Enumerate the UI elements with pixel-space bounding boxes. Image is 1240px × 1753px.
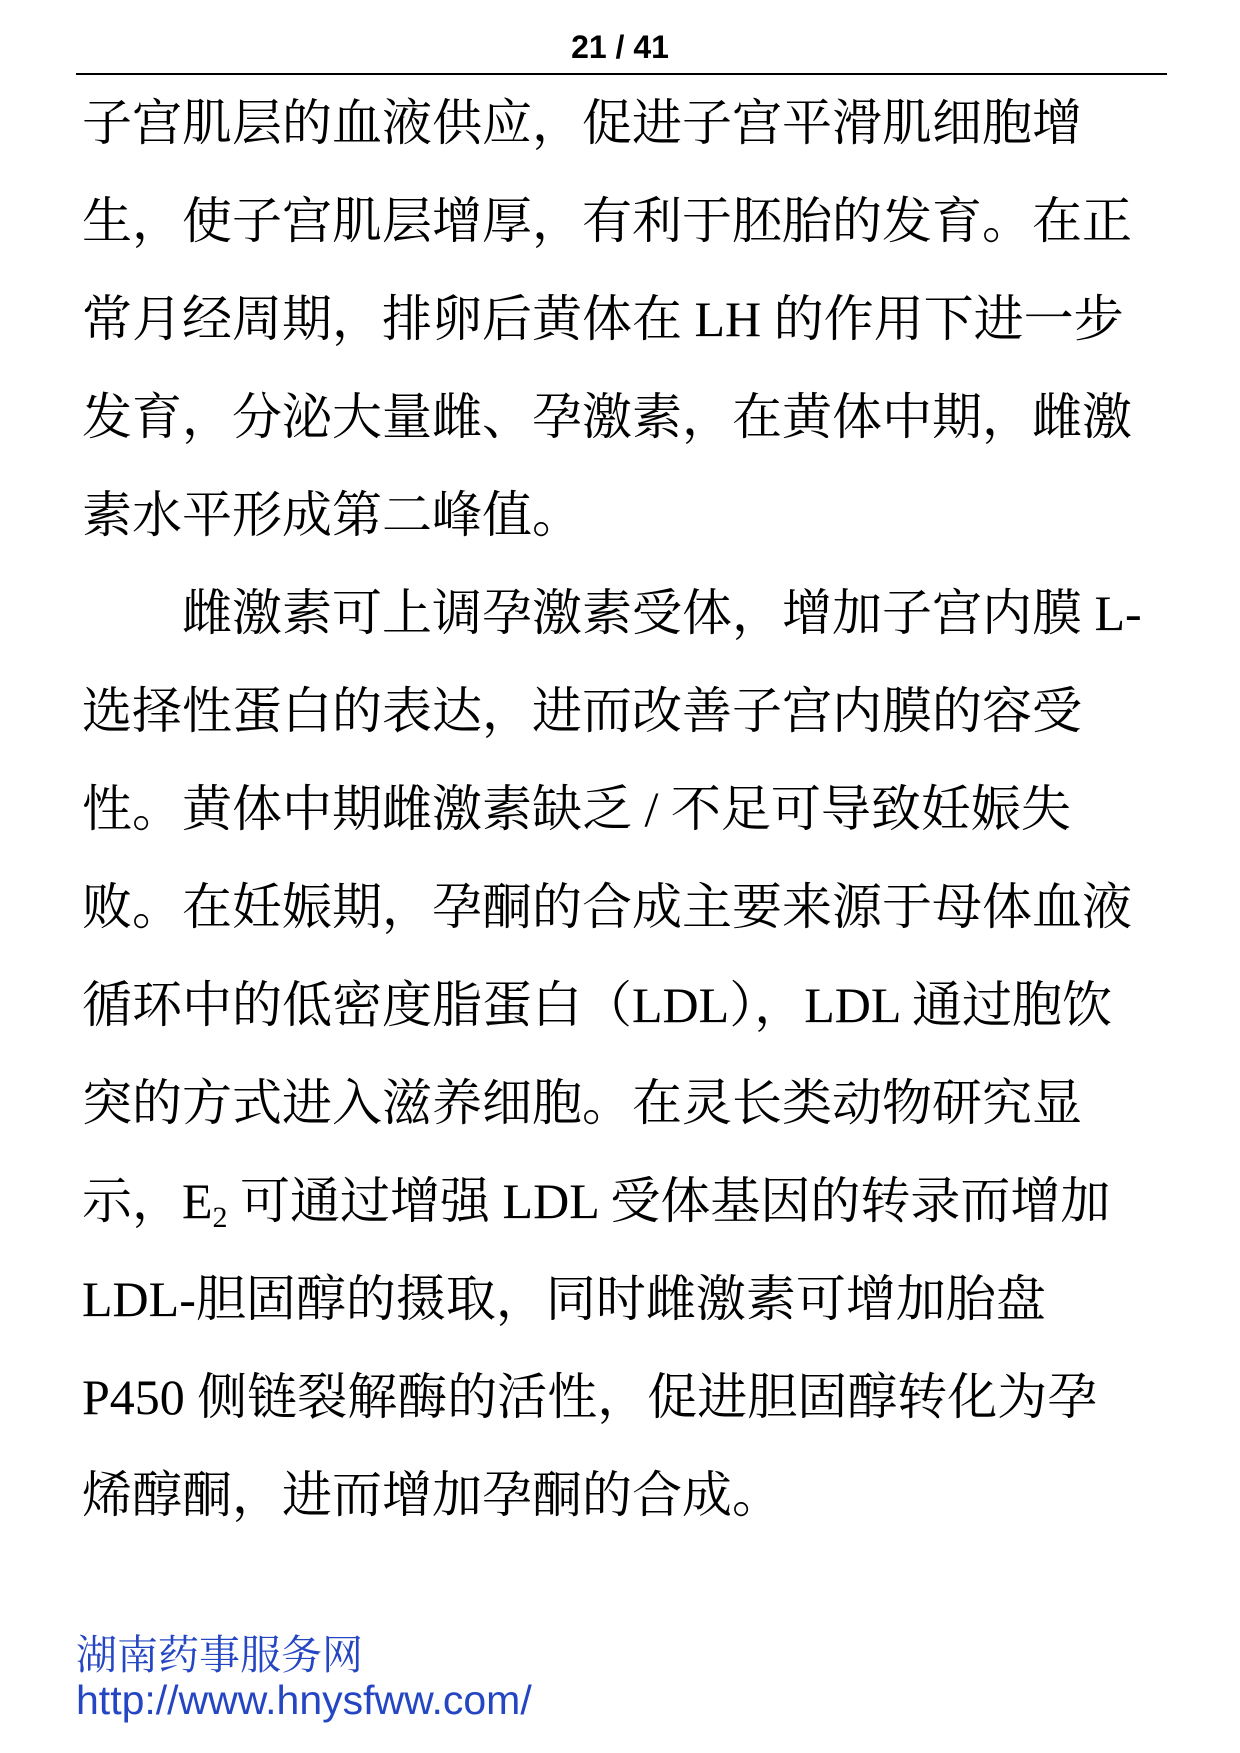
text-line: 素水平形成第二峰值。 (82, 487, 582, 543)
page-number: 21 / 41 (571, 29, 669, 65)
text-line: 发育，分泌大量雌、孕激素，在黄体中期，雌激 (82, 389, 1132, 445)
text-line: 性。黄体中期雌激素缺乏 / 不足可导致妊娠失 (82, 781, 1071, 837)
text-line: LDL-胆固醇的摄取，同时雌激素可增加胎盘 (82, 1271, 1046, 1327)
text-line (82, 1152, 1192, 1250)
footer-site-name: 湖南药事服务网 (76, 1632, 363, 1678)
text-line: 选择性蛋白的表达，进而改善子宫内膜的容受 (82, 683, 1082, 739)
text-line: 生，使子宫肌层增厚，有利于胚胎的发育。在正 (82, 193, 1132, 249)
text-line: 子宫肌层的血液供应，促进子宫平滑肌细胞增 (82, 95, 1082, 151)
text-segment: 示，E (82, 1173, 213, 1229)
paragraph-2 (82, 564, 1192, 1544)
text-line: 烯醇酮，进而增加孕酮的合成。 (82, 1467, 782, 1523)
paragraph-1 (82, 74, 1192, 564)
text-line: 雌激素可上调孕激素受体，增加子宫内膜 L- (182, 585, 1142, 641)
text-segment: 可通过增强 LDL 受体基因的转录而增加 (227, 1173, 1111, 1229)
footer-url-link[interactable]: http://www.hnysfww.com/ (76, 1677, 532, 1723)
text-line: 常月经周期，排卵后黄体在 LH 的作用下进一步 (82, 291, 1124, 347)
text-line: 突的方式进入滋养细胞。在灵长类动物研究显 (82, 1075, 1082, 1131)
subscript: 2 (212, 1201, 228, 1234)
text-line: 败。在妊娠期，孕酮的合成主要来源于母体血液 (82, 879, 1132, 935)
body-text (82, 74, 1192, 1544)
text-line: P450 侧链裂解酶的活性，促进胆固醇转化为孕 (82, 1369, 1098, 1425)
text-line: 循环中的低密度脂蛋白（LDL），LDL 通过胞饮 (82, 977, 1113, 1033)
